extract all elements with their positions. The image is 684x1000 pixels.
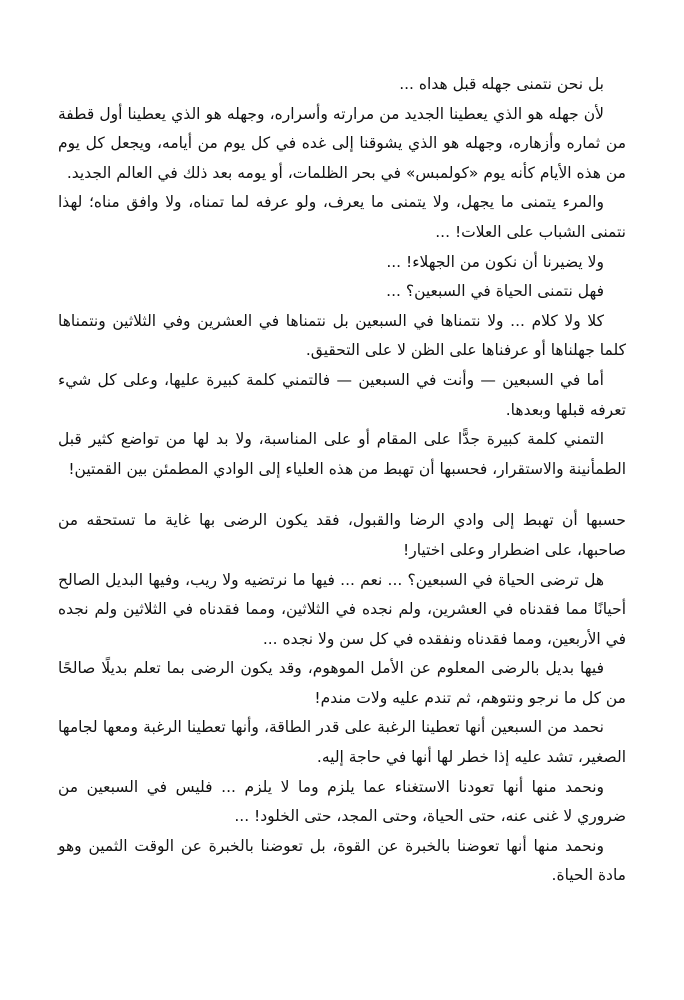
paragraph: لأن جهله هو الذي يعطينا الجديد من مرارته وأسراره، وجهله هو الذي يعطينا أول قطفة من ثماره وأزهاره، وجهله هو الذي يشوقنا إلى غده في كل يوم من أيامه، ويجعل كل يوم من هذه الأيام كأنه يوم «كولمبس» في بحر الظلمات، أو يومه بعد ذلك في العالم الجديد. [58,104,626,182]
paragraph: فهل نتمنى الحياة في السبعين؟ ... [386,282,604,301]
paragraph: أما في السبعين — وأنت في السبعين — فالتمني كلمة كبيرة عليها، وعلى كل شيء تعرفه قبلها وبعدها. [58,370,626,419]
paragraph: والمرء يتمنى ما يجهل، ولا يتمنى ما يعرف، ولو عرفه لما تمناه، ولا وافق مناه؛ لهذا نتمنى الشباب على العلات! ... [58,193,626,241]
paragraph: التمني كلمة كبيرة جدًّا على المقام أو على المناسبة، ولا بد لها من تواضع كثير قبل الطمأنينة والاستقرار، فحسبها أن تهبط من هذه العلياء إلى الوادي المطمئن بين القمتين! [58,430,626,478]
paragraph: بل نحن نتمنى جهله قبل هداه ... [399,75,604,93]
paragraph: ونحمد منها أنها تعودنا الاستغناء عما يلزم وما لا يلزم ... فليس في السبعين من ضروري لا غنى عنه، حتى الحياة، وحتى المجد، حتى الخلود! ... [58,777,626,826]
paragraph: حسبها أن تهبط إلى وادي الرضا والقبول، فقد يكون الرضى بها غاية ما تستحقه من صاحبها، على اضطرار وعلى اختيار! [58,511,626,559]
paragraph: ونحمد منها أنها تعوضنا بالخبرة عن القوة، بل تعوضنا بالخبرة عن الوقت الثمين وهو مادة الحياة. [58,836,626,885]
paragraph: نحمد من السبعين أنها تعطينا الرغبة على قدر الطاقة، وأنها تعطينا الرغبة ومعها لجامها الصغير، تشد عليه إذا خطر لها أنها في حاجة إليه. [58,718,626,767]
paragraph: فيها بديل بالرضى المعلوم عن الأمل الموهوم، وقد يكون الرضى بما تعلم بديلًا صالحًا من كل ما نرجو ونتوهم، ثم تندم عليه ولات مندم! [58,659,626,707]
paragraph: ولا يضيرنا أن نكون من الجهلاء! ... [386,252,604,271]
paragraph: كلا ولا كلام ... ولا نتمناها في السبعين بل نتمناها في العشرين وفي الثلاثين ونتمناها كلما جهلناها أو عرفناها على الظن لا على التحقيق. [58,311,626,360]
paragraph: هل ترضى الحياة في السبعين؟ ... نعم ... فيها ما نرتضيه ولا ريب، وفيها البديل الصالح أحيانًا مما فقدناه في العشرين، ولم نجده في الثلاثين، ومما فقدناه في الثلاثين ولم نجده في الأربعين، ومما فقدناه ونفقده في كل سن ولا نجده ... [58,570,626,648]
section-break [58,484,626,506]
document-page [58,70,626,891]
